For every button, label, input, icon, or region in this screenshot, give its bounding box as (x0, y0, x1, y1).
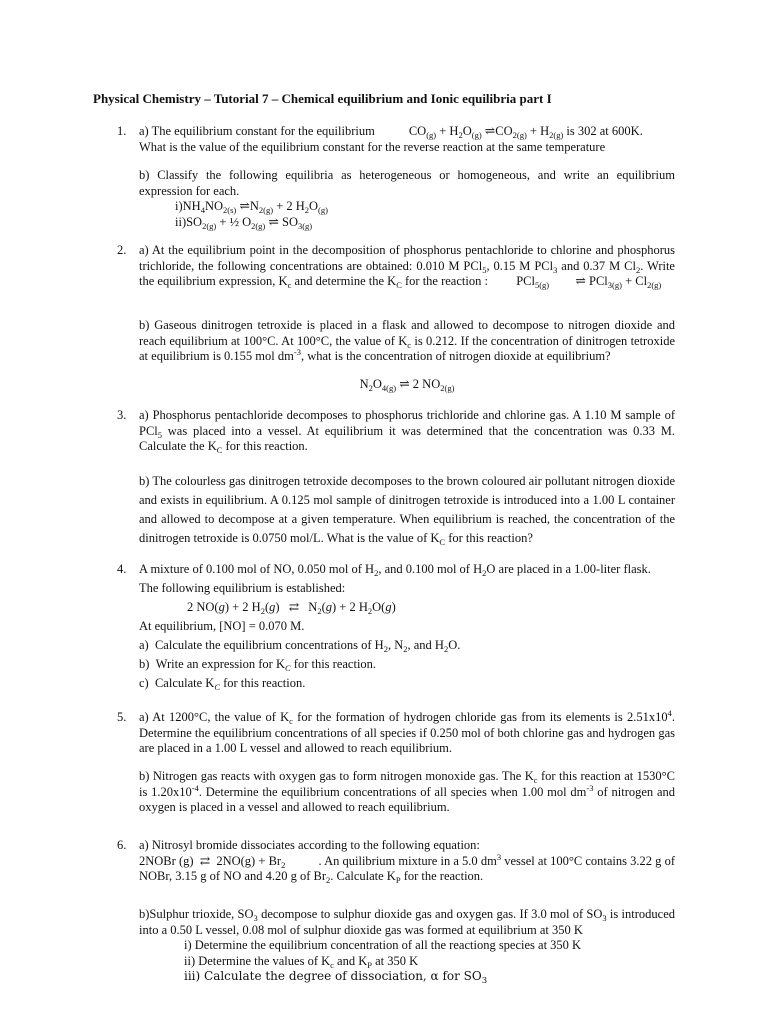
page-title: Physical Chemistry – Tutorial 7 – Chemical equilibrium and Ionic equilibria part I (93, 91, 552, 106)
q6-b-i: i) Determine the equilibrium concentration of all the reactiong species at 350 K (184, 938, 582, 952)
question-4-number: 4. (117, 562, 127, 576)
q1-b-i: $i)NH_4NO_{2(s)}$ $\rightleftharpoons N_{2(g)} + 2$ $H_2O_{(g)}$ (175, 199, 328, 215)
q4-a: a) Calculate the equilibrium concentrations of $H_2$, $N_2$, and $H_2O$. (139, 638, 461, 654)
question-5-part-b: b) Nitrogen gas reacts with oxygen gas to form nitrogen monoxide gas. The $K_c$ for this reaction at 1530°C is $1.20x10^{-4}$. Determine the equilibrium concentrations of all species when 1.00 mol $dm^{-3}$ of nitrogen and oxygen is placed in a vessel and allowed to reach equilibrium. (139, 769, 675, 814)
question-3-part-b: b) The colourless gas dinitrogen tetroxide decomposes to the brown coloured air pollutant nitrogen dioxide and exists in equilibrium. A 0.125 mol sample of dinitrogen tetroxide is introduced into a 1.00 L container and allowed to decompose at a given temperature. When equilibrium is reached, the concentration of the dinitrogen tetroxide is 0.0750 mol/L. What is the value of $K_C$ for this reaction? (139, 474, 675, 547)
q6-a-line1: a) Nitrosyl bromide dissociates according to the following equation: (139, 838, 480, 852)
question-6-part-a: a) Nitrosyl bromide dissociates according to the following equation: 2NOBr (g) ⇄ $2NO(g) + Br_2$ . An quilibrium mixture in a 5.0 $dm^3$ vessel at 100°C contains 3.22 g of NOBr, 3.15 g of NO and 4.20 g of $Br_2$. Calculate $K_P$ for the reaction. (139, 838, 675, 885)
q1-b-ii: $ii)SO_{2(g)}$ + ½ $O_{2(g)}$ ⇌ $SO_{3(g)}$ (175, 214, 313, 231)
q4-line2: The following equilibrium is established: (139, 581, 346, 595)
q6-b-iii: iii) Calculate the degree of dissociation, α for $SO_3$ (184, 969, 488, 986)
q2-b-equation: $N_2O_{4(g)}$ ⇌ 2 $NO_{2(g)}$ (359, 377, 455, 393)
question-5-number: 5. (117, 710, 127, 724)
question-6-part-b: b)Sulphur trioxide, $SO_3$ decompose to sulphur dioxide gas and oxygen gas. If 3.0 mol of $SO_3$ is introduced into a 0.50 L vessel, 0.08 mol of sulphur dioxide gas was formed at equilibrium at 350 K i) Determine the equilibrium concentration of all the reactiong species at 350 K ii) Determine the values of $K_c$ and $K_P$ at 350 K iii) Calculate the degree of dissociation, α for $SO_3$ (139, 907, 675, 986)
question-4-body: A mixture of 0.100 mol of NO, 0.050 mol of $H_2$, and 0.100 mol of $H_2O$ are placed in a 1.00-liter flask. The following equilibrium is established: 2 NO(g) + 2 $H_2(g)$ ⇄ $N_2(g) + 2$ $H_2O(g)$ At equilibrium, [NO] = 0.070 M. a) Calculate the equilibrium concentrations of $H_2$, $N_2$, and $H_2O$. b) Write an expression for $K_C$ for this reaction. c) Calculate $K_C$ for this reaction. (139, 560, 675, 693)
question-3-part-a: a) Phosphorus pentachloride decomposes to phosphorus trichloride and chlorine gas. A 1.10 M sample of PCl$_5$ was placed into a vessel. At equilibrium it was determined that the concentration was 0.33 M. Calculate the $K_C$ for this reaction. (139, 408, 675, 455)
question-3-number: 3. (117, 408, 127, 422)
q4-c: c) Calculate $K_C$ for this reaction. (139, 676, 306, 692)
question-1-part-a (139, 124, 675, 155)
question-5-part-a: a) At 1200°C, the value of $K_c$ for the formation of hydrogen chloride gas from its elements is $2.51x10^4$. Determine the equilibrium concentrations of all species if 0.250 mol of both chlorine gas and hydrogen gas are placed in a 1.00 L vessel and allowed to reach equilibrium. (139, 708, 675, 755)
q1-a-equation: $CO_{(g)} + H_2O_{(g)}$ $\rightleftharpoons CO_{2(g)} + H_{2(g)}$ is 302 at 600K. (408, 124, 643, 140)
q1-b-text: b) Classify the following equilibria as heterogeneous or homogeneous, and write an equilibrium expression for each. (139, 168, 675, 198)
q1-a-intro: a) The equilibrium constant for the equilibrium (139, 124, 375, 138)
q4-line3: At equilibrium, [NO] = 0.070 M. (139, 619, 305, 633)
question-2-part-b: b) Gaseous dinitrogen tetroxide is placed in a flask and allowed to decompose to nitrogen dioxide and reach equilibrium at 100°C. At 100°C, the value of $K_c$ is 0.212. If the concentration of dinitrogen tetroxide at equilibrium is 0.155 mol $dm^{-3}$, what is the concentration of nitrogen dioxide at equilibrium? (139, 318, 675, 363)
q6-b-ii: ii) Determine the values of $K_c$ and $K_P$ at 350 K (184, 953, 419, 970)
question-6-number: 6. (117, 838, 127, 852)
question-2-number: 2. (117, 243, 127, 257)
question-2-part-a: a) At the equilibrium point in the decomposition of phosphorus pentachloride to chlorine and phosphorus trichloride, the following concentrations are obtained: 0.010 M PCl$_5$, 0.15 M PCl$_3$ and 0.37 M $Cl_2$. Write the equilibrium expression, $K_c$ and determine the $K_C$ for the reaction : PCl$_{5(g)}$ ⇌ $PCl_{3(g)} + Cl_{2(g)}$ (139, 243, 675, 290)
q4-equation: 2 NO(g) + 2 $H_2(g)$ ⇄ $N_2(g) + 2$ $H_2O(g)$ (187, 600, 396, 616)
question-1-part-b (139, 168, 675, 230)
q1-a-line2: What is the value of the equilibrium constant for the reverse reaction at the same temperature (139, 139, 606, 154)
q4-b: b) Write an expression for $K_C$ for this reaction. (139, 657, 377, 673)
question-1-number: 1. (117, 124, 127, 138)
